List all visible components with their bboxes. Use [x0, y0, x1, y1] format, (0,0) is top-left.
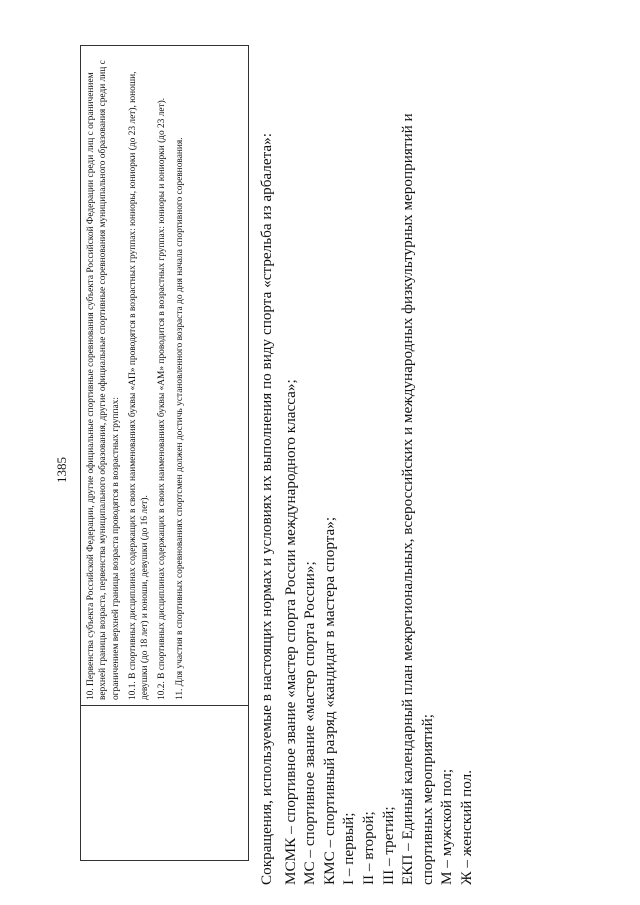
abbr-first: I – первый; — [340, 812, 358, 885]
abbr-ms: МС – спортивное звание «мастер спорта России»; — [301, 561, 319, 885]
table-row-10-2: 10.2. В спортивных дисциплинах содержащих в своих наименованиях буквы «АМ» проводится в возрастных группах: юниоры и юниорки (до 23 лет). — [157, 97, 168, 700]
table-cell — [85, 54, 191, 700]
table-row-10: 10. Первенства субъекта Российской Федерации, другие официальные спортивные соревнования субъекта Российской Федерации среди лиц с ограничением верхней границы возраста, первенства муниципального образования, другие официальные спортивные соревнования муниципального образования среди лиц с ограничением верхней границы возраста проводятся в возрастных группах: — [86, 60, 121, 700]
rotated-content — [80, 45, 500, 885]
table-row-10-1: 10.1. В спортивных дисциплинах содержащих в своих наименованиях буквы «АП» проводятся в возрастных группах: юниоры, юниорки (до 23 лет), юноши, девушки (до 18 лет) и юноши, девушки (до 16 лет). — [127, 71, 151, 700]
requirements-table — [80, 45, 249, 861]
abbr-msmk: МСМК – спортивное звание «мастер спорта России международного класса»; — [281, 379, 299, 885]
table-column-divider — [81, 705, 248, 706]
abbr-third: III – третий; — [379, 806, 397, 885]
abbreviations-heading: Сокращения, используемые в настоящих нормах и условиях их выполнения по виду спорта «стрельба из арбалета»: — [258, 133, 275, 885]
abbr-female: Ж – женский пол. — [457, 769, 475, 885]
table-row-11: 11. Для участия в спортивных соревнованиях спортсмен должен достичь установленного возраста до дня начала спортивного соревнования. — [174, 137, 185, 700]
abbr-kms: КМС – спортивный разряд «кандидат в мастера спорта»; — [320, 516, 338, 885]
abbr-second: II – второй; — [359, 811, 377, 885]
abbr-male: М – мужской пол; — [438, 768, 456, 885]
abbreviations-section — [257, 45, 477, 885]
abbr-ekp: ЕКП – Единый календарный план межрегиональных, всероссийских и международных физкультурных мероприятий и спортивных мероприятий; — [399, 113, 436, 885]
page-number: 1385 — [54, 457, 69, 483]
